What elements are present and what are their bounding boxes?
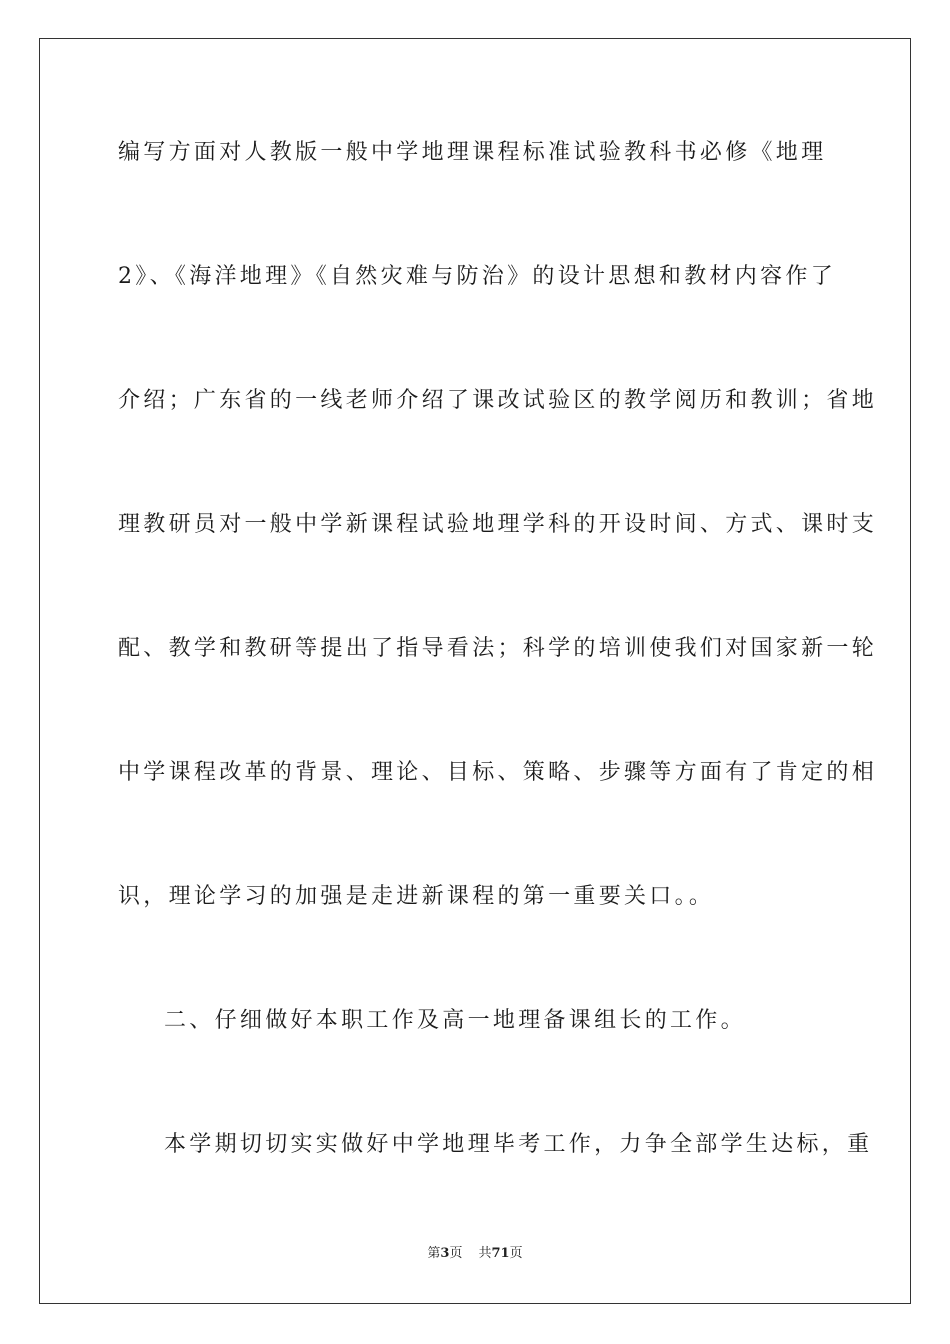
footer-total-suffix: 页 bbox=[509, 1246, 523, 1261]
body-text-line-3: 介绍；广东省的一线老师介绍了课改试验区的教学阅历和教训；省地 bbox=[118, 388, 878, 413]
footer-total-prefix: 共 bbox=[478, 1246, 492, 1261]
body-text-line-6: 中学课程改革的背景、理论、目标、策略、步骤等方面有了肯定的相 bbox=[118, 760, 878, 785]
footer-page-number: 3 bbox=[440, 1246, 450, 1261]
footer-page-suffix: 页 bbox=[449, 1246, 463, 1261]
body-text-line-9: 本学期切切实实做好中学地理毕考工作，力争全部学生达标，重 bbox=[164, 1132, 873, 1157]
body-text-line-7: 识，理论学习的加强是走进新课程的第一重要关口。。 bbox=[118, 884, 715, 909]
body-text-line-1: 编写方面对人教版一般中学地理课程标准试验教科书必修《地理 bbox=[118, 140, 827, 165]
footer-total-pages: 71 bbox=[491, 1246, 510, 1261]
body-text-line-4: 理教研员对一般中学新课程试验地理学科的开设时间、方式、课时支 bbox=[118, 512, 878, 537]
section-heading: 二、仔细做好本职工作及高一地理备课组长的工作。 bbox=[164, 1008, 746, 1033]
page-footer bbox=[0, 1245, 950, 1263]
body-text-line-5: 配、教学和教研等提出了指导看法；科学的培训使我们对国家新一轮 bbox=[118, 636, 878, 661]
body-text-line-2: 2》、《海洋地理》《自然灾难与防治》的设计思想和教材内容作了 bbox=[118, 264, 836, 289]
footer-page-prefix: 第 bbox=[427, 1246, 441, 1261]
page-frame bbox=[39, 38, 911, 1304]
